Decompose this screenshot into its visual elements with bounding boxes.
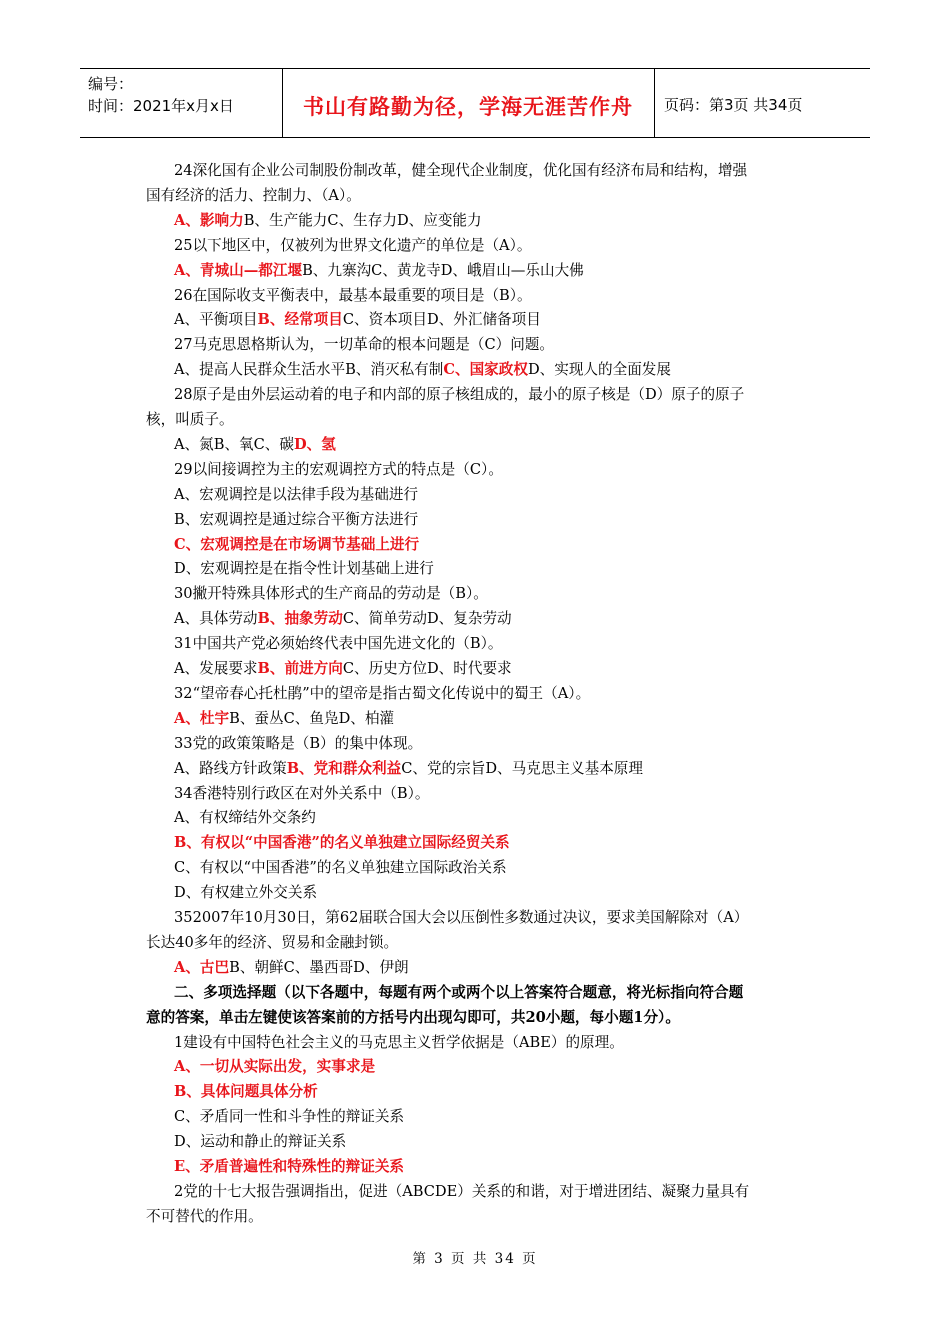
text-line bbox=[174, 507, 418, 532]
text-line bbox=[174, 1179, 749, 1204]
line-text: C、矛盾同一性和斗争性的辩证关系 bbox=[174, 1108, 405, 1126]
header-middle-cell bbox=[282, 69, 655, 137]
text-line bbox=[174, 283, 532, 308]
text-line bbox=[174, 432, 336, 457]
text-line bbox=[174, 905, 748, 930]
answer-highlight: C、国家政权 bbox=[443, 361, 528, 379]
line-text: B、宏观调控是通过综合平衡方法进行 bbox=[174, 510, 419, 528]
line-text: C、党的宗旨D、马克思主义基本原理 bbox=[401, 759, 643, 777]
line-text: A、发展要求 bbox=[174, 660, 258, 677]
text-line bbox=[174, 805, 316, 830]
line-text: 国有经济的活力、控制力、（A）。 bbox=[146, 186, 361, 204]
answer-highlight: A、一切从实际出发，实事求是 bbox=[174, 1058, 376, 1076]
page-header bbox=[80, 68, 870, 138]
text-line bbox=[174, 1079, 318, 1104]
text-line bbox=[174, 307, 541, 332]
text-line bbox=[174, 457, 503, 482]
answer-highlight: B、具体问题具体分析 bbox=[174, 1083, 318, 1101]
header-right-cell bbox=[654, 69, 870, 137]
section-heading: 意的答案，单击左键使该答案前的方括号内出现勾即可，共20小题，每小题1分）。 bbox=[146, 1008, 680, 1026]
text-line bbox=[174, 482, 418, 507]
line-text: B、蚕丛C、鱼凫D、柏灌 bbox=[229, 709, 395, 727]
line-text: D、运动和静止的辩证关系 bbox=[174, 1133, 347, 1151]
line-text: 30撇开特殊具体形式的生产商品的劳动是（B）。 bbox=[174, 585, 488, 603]
line-text: C、资本项目D、外汇储备项目 bbox=[342, 311, 541, 329]
text-line bbox=[174, 1104, 404, 1129]
header-left-cell bbox=[80, 69, 283, 137]
text-line bbox=[174, 706, 394, 731]
line-text: 29以间接调控为主的宏观调控方式的特点是（C）。 bbox=[174, 460, 503, 478]
text-line bbox=[146, 183, 361, 208]
line-text: A、平衡项目 bbox=[174, 311, 258, 329]
header-motto: 书山有路勤为径，学海无涯苦作舟 bbox=[303, 95, 633, 119]
text-line bbox=[174, 731, 422, 756]
line-text: B、生产能力C、生存力D、应变能力 bbox=[243, 211, 482, 229]
line-text: 28原子是由外层运动着的电子和内部的原子核组成的，最小的原子核是（D）原子的原子 bbox=[174, 386, 745, 404]
text-line bbox=[174, 1154, 404, 1179]
text-line bbox=[174, 1054, 375, 1079]
answer-highlight: A、杜宇 bbox=[174, 709, 230, 727]
line-text: 26在国际收支平衡表中，最基本最重要的项目是（B）。 bbox=[174, 286, 532, 304]
text-line bbox=[174, 382, 744, 407]
line-text: 27马克思恩格斯认为，一切革命的根本问题是（C）问题。 bbox=[174, 336, 554, 354]
text-line bbox=[146, 1005, 680, 1030]
answer-highlight: A、古巴 bbox=[174, 958, 230, 976]
line-text: 24深化国有企业公司制股份制改革，健全现代企业制度，优化国有经济布局和结构，增强 bbox=[174, 162, 748, 179]
line-text: 352007年10月30日，第62届联合国大会以压倒性多数通过决议，要求美国解除对（A） bbox=[174, 909, 749, 926]
line-text: B、九寨沟C、黄龙寺D、峨眉山—乐山大佛 bbox=[302, 261, 584, 279]
line-text: A、路线方针政策 bbox=[174, 759, 287, 777]
line-text: D、宏观调控是在指令性计划基础上进行 bbox=[174, 560, 434, 578]
text-line bbox=[174, 880, 317, 905]
line-text: A、提高人民群众生活水平B、消灭私有制 bbox=[174, 361, 444, 379]
text-line bbox=[174, 208, 482, 233]
answer-highlight: C、宏观调控是在市场调节基础上进行 bbox=[174, 535, 420, 553]
line-text: A、氮B、氧C、碳 bbox=[174, 435, 294, 453]
answer-highlight: B、党和群众利益 bbox=[286, 759, 402, 777]
text-line bbox=[146, 930, 398, 955]
text-line bbox=[174, 581, 488, 606]
text-line bbox=[174, 830, 510, 855]
text-line bbox=[174, 656, 512, 681]
line-text: 33党的政策策略是（B）的集中体现。 bbox=[174, 734, 423, 752]
text-line bbox=[174, 158, 747, 183]
text-line bbox=[174, 631, 502, 656]
text-line bbox=[174, 357, 671, 382]
line-text: 32“望帝春心托杜鹃”中的望帝是指古蜀文化传说中的蜀王（A）。 bbox=[174, 684, 591, 702]
answer-highlight: B、有权以“中国香港”的名义单独建立国际经贸关系 bbox=[174, 834, 510, 852]
answer-highlight: A、影响力 bbox=[174, 211, 244, 229]
line-text: 核，叫质子。 bbox=[146, 411, 234, 428]
answer-highlight: B、前进方向 bbox=[257, 660, 343, 677]
line-text: A、宏观调控是以法律手段为基础进行 bbox=[174, 485, 419, 503]
line-text: 34香港特别行政区在对外关系中（B）。 bbox=[174, 784, 430, 802]
line-text: D、实现人的全面发展 bbox=[527, 361, 671, 379]
text-line bbox=[146, 407, 234, 432]
text-line bbox=[174, 681, 590, 706]
page-footer: 第 3 页 共 34 页 bbox=[412, 1251, 538, 1267]
line-text: 长达40多年的经济、贸易和金融封锁。 bbox=[146, 933, 399, 951]
text-line bbox=[146, 1204, 263, 1229]
line-text: A、具体劳动 bbox=[174, 610, 258, 628]
answer-highlight: B、抽象劳动 bbox=[257, 610, 343, 628]
text-line bbox=[174, 980, 743, 1005]
answer-highlight: B、经常项目 bbox=[257, 311, 343, 329]
text-line bbox=[174, 781, 430, 806]
line-text: A、有权缔结外交条约 bbox=[174, 809, 316, 827]
line-text: 不可替代的作用。 bbox=[146, 1207, 263, 1225]
text-line bbox=[174, 1030, 624, 1055]
line-text: C、有权以“中国香港”的名义单独建立国际政治关系 bbox=[174, 859, 507, 877]
line-text: D、有权建立外交关系 bbox=[174, 884, 318, 902]
code-label: 编号： bbox=[88, 75, 134, 93]
text-line bbox=[174, 332, 554, 357]
text-line bbox=[174, 606, 512, 631]
text-line bbox=[174, 855, 507, 880]
line-text: B、朝鲜C、墨西哥D、伊朗 bbox=[229, 958, 409, 976]
text-line bbox=[174, 556, 434, 581]
line-text: 25以下地区中，仅被列为世界文化遗产的单位是（A）。 bbox=[174, 236, 532, 254]
line-text: 31中国共产党必须始终代表中国先进文化的（B）。 bbox=[174, 635, 503, 653]
line-text: C、简单劳动D、复杂劳动 bbox=[342, 610, 512, 628]
text-line bbox=[174, 1129, 346, 1154]
text-line bbox=[174, 258, 584, 283]
answer-highlight: A、青城山—都江堰 bbox=[174, 261, 303, 279]
line-text: 1建设有中国特色社会主义的马克思主义哲学依据是（ABE）的原理。 bbox=[174, 1033, 624, 1051]
section-heading: 二、多项选择题（以下各题中，每题有两个或两个以上答案符合题意，将光标指向符合题 bbox=[174, 983, 744, 1001]
text-line bbox=[174, 532, 419, 557]
page-label: 页码：第3页 共34页 bbox=[664, 96, 803, 114]
answer-highlight: D、氢 bbox=[294, 435, 336, 453]
text-line bbox=[174, 756, 643, 781]
text-line bbox=[174, 955, 409, 980]
answer-highlight: E、矛盾普遍性和特殊性的辩证关系 bbox=[174, 1158, 405, 1175]
line-text: 2党的十七大报告强调指出，促进（ABCDE）关系的和谐，对于增进团结、凝聚力量具有 bbox=[174, 1182, 750, 1200]
time-label: 时间：2021年x月x日 bbox=[88, 97, 234, 115]
text-line bbox=[174, 233, 531, 258]
line-text: C、历史方位D、时代要求 bbox=[342, 660, 512, 677]
